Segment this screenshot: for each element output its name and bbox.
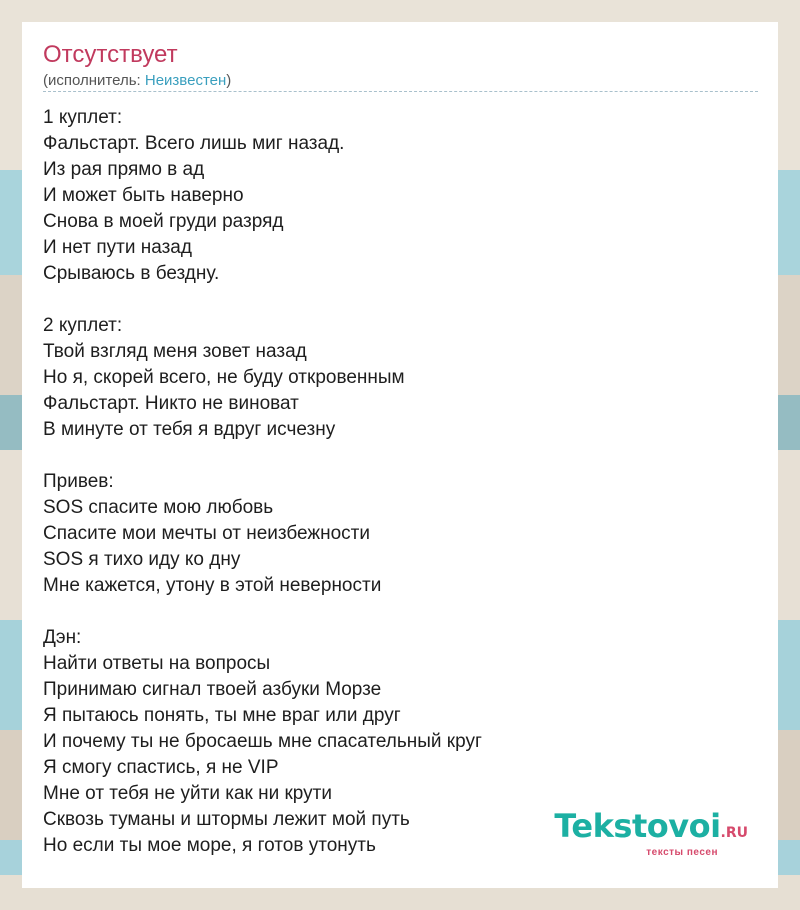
lyric-line: Твой взгляд меня зовет назад bbox=[43, 341, 307, 362]
lyric-line: Привев: bbox=[43, 471, 114, 492]
lyric-line: Фальстарт. Всего лишь миг назад. bbox=[43, 133, 345, 154]
lyric-line: Дэн: bbox=[43, 627, 82, 648]
lyric-line: И может быть наверно bbox=[43, 185, 244, 206]
lyric-line: Снова в моей груди разряд bbox=[43, 211, 284, 232]
lyric-line: Я пытаюсь понять, ты мне враг или друг bbox=[43, 705, 401, 726]
lyric-line: Срываюсь в бездну. bbox=[43, 263, 220, 284]
lyrics-text bbox=[43, 105, 758, 859]
lyric-line: Но если ты мое море, я готов утонуть bbox=[43, 835, 376, 856]
logo-main-text: Tekstovoi bbox=[554, 807, 721, 845]
artist-suffix: ) bbox=[226, 72, 232, 89]
lyric-line: Спасите мои мечты от неизбежности bbox=[43, 523, 370, 544]
artist-line bbox=[43, 71, 758, 90]
logo-tld: .RU bbox=[720, 825, 748, 841]
lyric-line: Но я, скорей всего, не буду откровенным bbox=[43, 367, 405, 388]
lyrics-card bbox=[22, 22, 778, 888]
lyric-line: Принимаю сигнал твоей азбуки Морзе bbox=[43, 679, 382, 700]
lyric-line: SOS спасите мою любовь bbox=[43, 497, 274, 518]
song-title: Отсутствует bbox=[43, 41, 178, 68]
lyric-line: Я смогу спастись, я не VIP bbox=[43, 757, 279, 778]
artist-link[interactable]: Неизвестен bbox=[144, 72, 227, 89]
logo-wordmark bbox=[554, 809, 748, 850]
lyric-line: 1 куплет: bbox=[43, 107, 123, 128]
lyric-line bbox=[43, 287, 758, 313]
logo-subtitle: тексты песен bbox=[646, 847, 718, 858]
lyric-line: Из рая прямо в ад bbox=[43, 159, 205, 180]
lyric-line: И нет пути назад bbox=[43, 237, 192, 258]
artist-prefix: (исполнитель: bbox=[43, 72, 145, 89]
lyric-line: И почему ты не бросаешь мне спасательный круг bbox=[43, 731, 482, 752]
lyric-line: SOS я тихо иду ко дну bbox=[43, 549, 241, 570]
lyric-line: Найти ответы на вопросы bbox=[43, 653, 271, 674]
lyric-line: Мне от тебя не уйти как ни крути bbox=[43, 783, 332, 804]
lyric-line: Мне кажется, утону в этой неверности bbox=[43, 575, 382, 596]
lyric-line bbox=[43, 599, 758, 625]
lyric-line: Фальстарт. Никто не виноват bbox=[43, 393, 299, 414]
lyric-line bbox=[43, 443, 758, 469]
lyric-line: Сквозь туманы и штормы лежит мой путь bbox=[43, 809, 410, 830]
lyric-line: 2 куплет: bbox=[43, 315, 123, 336]
title-divider bbox=[43, 91, 758, 92]
lyric-line: В минуте от тебя я вдруг исчезну bbox=[43, 419, 336, 440]
site-logo[interactable] bbox=[554, 809, 748, 858]
